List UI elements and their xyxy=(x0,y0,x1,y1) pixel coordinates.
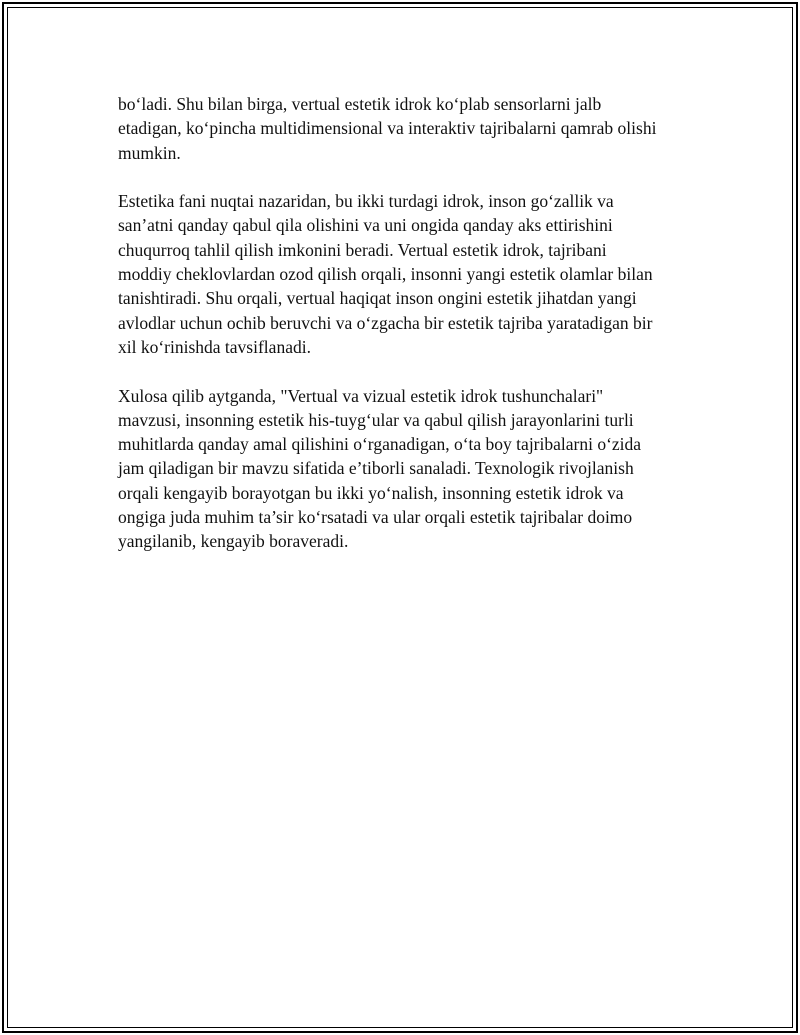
paragraph-2 xyxy=(118,189,700,359)
text-line: Xulosa qilib aytganda, "Vertual va vizual estetik idrok tushunchalari" xyxy=(118,385,604,406)
text-line: chuqurroq tahlil qilish imkonini beradi. Vertual estetik idrok, tajribani xyxy=(118,239,607,260)
text-line: etadigan, ko‘pincha multidimensional va interaktiv tajribalarni qamrab olishi xyxy=(118,118,657,139)
text-line: mavzusi, insonning estetik his-tuyg‘ular va qabul qilish jarayonlarini turli xyxy=(118,409,634,430)
text-line: muhitlarda qanday amal qilishini o‘rganadigan, o‘ta boy tajribalarni o‘zida xyxy=(118,434,642,455)
text-line: bo‘ladi. Shu bilan birga, vertual estetik idrok ko‘plab sensorlarni jalb xyxy=(118,94,602,114)
text-line: ongiga juda muhim ta’sir ko‘rsatadi va ular orqali estetik tajribalar doimo xyxy=(118,507,633,528)
text-line: xil ko‘rinishda tavsiflanadi. xyxy=(118,336,311,357)
text-line: mumkin. xyxy=(118,142,181,163)
text-line: orqali kengayib borayotgan bu ikki yo‘nalish, insonning estetik idrok va xyxy=(118,482,624,503)
document-body xyxy=(118,92,700,578)
text-line: san’atni qanday qabul qila olishini va uni ongida qanday aks ettirishini xyxy=(118,215,613,236)
text-line: yangilanib, kengayib boraveradi. xyxy=(118,531,349,552)
text-line: tanishtiradi. Shu orqali, vertual haqiqat inson ongini estetik jihatdan yangi xyxy=(118,288,637,309)
text-line: avlodlar uchun ochib beruvchi va o‘zgacha bir estetik tajriba yaratadigan bir xyxy=(118,312,653,333)
text-line: jam qiladigan bir mavzu sifatida e’tiborli sanaladi. Texnologik rivojlanish xyxy=(118,458,634,479)
paragraph-1 xyxy=(118,92,700,165)
text-line: moddiy cheklovlardan ozod qilish orqali, insonni yangi estetik olamlar bilan xyxy=(118,264,653,285)
paragraph-3 xyxy=(118,384,700,554)
text-line: Estetika fani nuqtai nazaridan, bu ikki turdagi idrok, inson go‘zallik va xyxy=(118,191,614,212)
